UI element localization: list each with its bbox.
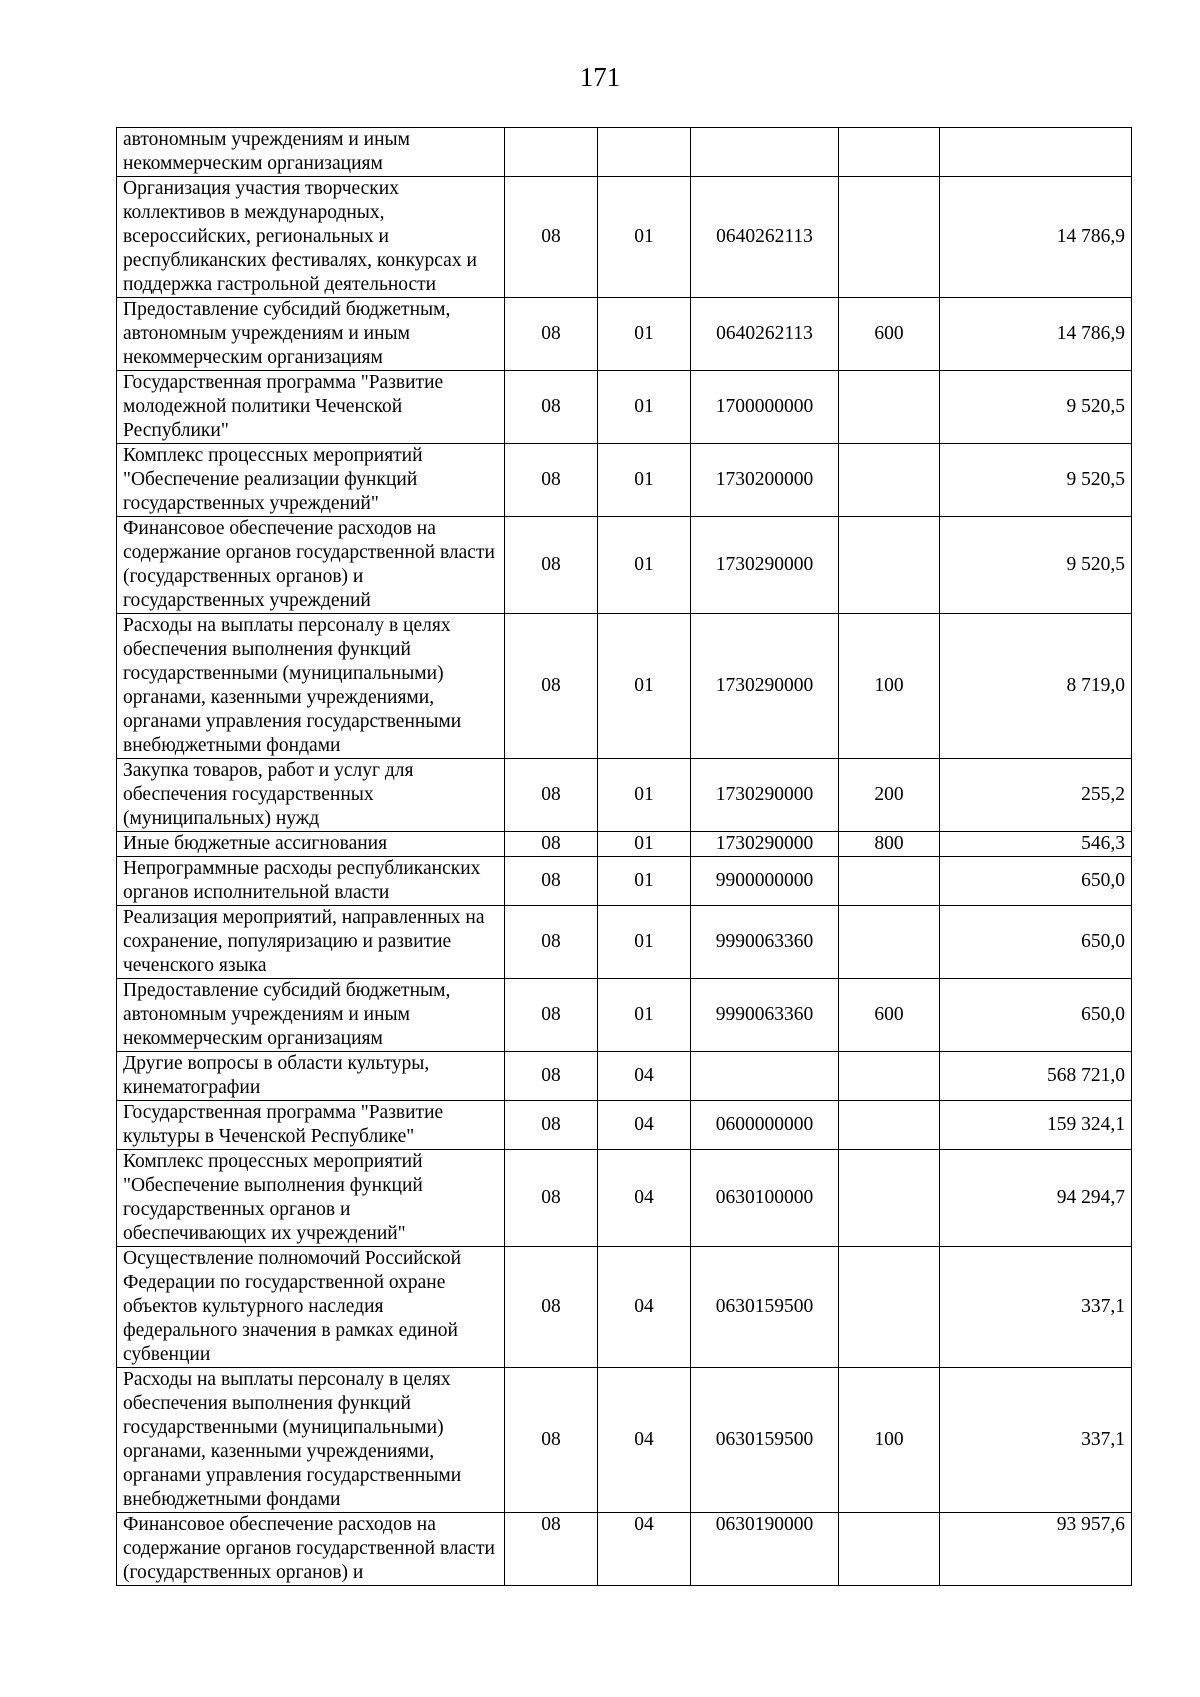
- row-name: Расходы на выплаты персоналу в целях обеспечения выполнения функций государственными (муниципальными) органами, казенными учреждениями, органами управления государственными внебюджетными фондами: [117, 1368, 505, 1513]
- row-subsection: 04: [598, 1247, 691, 1368]
- row-subsection: 04: [598, 1101, 691, 1150]
- row-subsection: 01: [598, 979, 691, 1052]
- row-name: Организация участия творческих коллективов в международных, всероссийских, региональных и республиканских фестивалях, конкурсах и поддержка гастрольной деятельности: [117, 177, 505, 298]
- row-section: 08: [505, 1101, 598, 1150]
- row-target-article: 0630190000: [691, 1513, 839, 1586]
- row-subsection: 01: [598, 759, 691, 832]
- table-row: [117, 517, 1132, 614]
- row-name: Предоставление субсидий бюджетным, автономным учреждениям и иным некоммерческим организациям: [117, 298, 505, 371]
- row-name: Другие вопросы в области культуры, кинематографии: [117, 1052, 505, 1101]
- row-amount: 9 520,5: [940, 444, 1132, 517]
- row-section: 08: [505, 979, 598, 1052]
- row-subsection: 01: [598, 832, 691, 857]
- row-target-article: 9990063360: [691, 979, 839, 1052]
- row-target-article: 1730290000: [691, 759, 839, 832]
- row-section: 08: [505, 1247, 598, 1368]
- row-expense-type: 200: [839, 759, 940, 832]
- row-subsection: 01: [598, 906, 691, 979]
- row-name: Реализация мероприятий, направленных на сохранение, популяризацию и развитие чеченского языка: [117, 906, 505, 979]
- row-amount: 14 786,9: [940, 177, 1132, 298]
- row-section: 08: [505, 832, 598, 857]
- row-amount: 650,0: [940, 857, 1132, 906]
- row-section: 08: [505, 298, 598, 371]
- row-amount: 337,1: [940, 1247, 1132, 1368]
- row-expense-type: 600: [839, 979, 940, 1052]
- row-amount: 93 957,6: [940, 1513, 1132, 1586]
- table-row: [117, 177, 1132, 298]
- row-target-article: [691, 128, 839, 177]
- table-row: [117, 444, 1132, 517]
- row-subsection: 01: [598, 857, 691, 906]
- table-row: [117, 832, 1132, 857]
- row-name: Финансовое обеспечение расходов на содержание органов государственной власти (государственных органов) и государственных учреждений: [117, 517, 505, 614]
- row-expense-type: 600: [839, 298, 940, 371]
- row-amount: 337,1: [940, 1368, 1132, 1513]
- row-name: Осуществление полномочий Российской Федерации по государственной охране объектов культурного наследия федерального значения в рамках единой субвенции: [117, 1247, 505, 1368]
- row-expense-type: [839, 371, 940, 444]
- budget-table-body: [117, 128, 1132, 1586]
- row-subsection: 01: [598, 444, 691, 517]
- row-section: 08: [505, 1150, 598, 1247]
- row-subsection: 01: [598, 614, 691, 759]
- table-row: [117, 1101, 1132, 1150]
- page-number: 171: [579, 62, 621, 92]
- row-name: Предоставление субсидий бюджетным, автономным учреждениям и иным некоммерческим организациям: [117, 979, 505, 1052]
- row-subsection: 01: [598, 177, 691, 298]
- row-section: 08: [505, 759, 598, 832]
- row-name: Государственная программа "Развитие молодежной политики Чеченской Республики": [117, 371, 505, 444]
- row-target-article: [691, 1052, 839, 1101]
- row-amount: 650,0: [940, 979, 1132, 1052]
- row-amount: 650,0: [940, 906, 1132, 979]
- row-name: Закупка товаров, работ и услуг для обеспечения государственных (муниципальных) нужд: [117, 759, 505, 832]
- row-amount: 94 294,7: [940, 1150, 1132, 1247]
- row-section: 08: [505, 371, 598, 444]
- row-amount: 14 786,9: [940, 298, 1132, 371]
- row-expense-type: [839, 177, 940, 298]
- table-row: [117, 1150, 1132, 1247]
- row-expense-type: [839, 906, 940, 979]
- row-subsection: 04: [598, 1513, 691, 1586]
- row-expense-type: [839, 128, 940, 177]
- row-target-article: 1730290000: [691, 614, 839, 759]
- row-target-article: 0640262113: [691, 298, 839, 371]
- row-target-article: 0630159500: [691, 1368, 839, 1513]
- row-name: Комплекс процессных мероприятий "Обеспечение реализации функций государственных учреждений": [117, 444, 505, 517]
- row-name: Государственная программа "Развитие культуры в Чеченской Республике": [117, 1101, 505, 1150]
- row-section: 08: [505, 857, 598, 906]
- row-subsection: 04: [598, 1150, 691, 1247]
- table-row: [117, 128, 1132, 177]
- table-row: [117, 979, 1132, 1052]
- row-amount: 8 719,0: [940, 614, 1132, 759]
- row-expense-type: 100: [839, 614, 940, 759]
- table-row: [117, 759, 1132, 832]
- row-amount: 9 520,5: [940, 517, 1132, 614]
- row-section: 08: [505, 1368, 598, 1513]
- row-name: Финансовое обеспечение расходов на содержание органов государственной власти (государственных органов) и: [117, 1513, 505, 1586]
- row-expense-type: [839, 1247, 940, 1368]
- row-target-article: 0630159500: [691, 1247, 839, 1368]
- row-subsection: 01: [598, 298, 691, 371]
- table-row: [117, 906, 1132, 979]
- row-name: Иные бюджетные ассигнования: [117, 832, 505, 857]
- row-target-article: 9990063360: [691, 906, 839, 979]
- row-amount: 255,2: [940, 759, 1132, 832]
- row-section: 08: [505, 614, 598, 759]
- row-amount: [940, 128, 1132, 177]
- row-name: Комплекс процессных мероприятий "Обеспечение выполнения функций государственных органов и обеспечивающих их учреждений": [117, 1150, 505, 1247]
- row-expense-type: [839, 444, 940, 517]
- row-section: [505, 128, 598, 177]
- row-target-article: 1730200000: [691, 444, 839, 517]
- row-expense-type: [839, 1513, 940, 1586]
- row-subsection: 01: [598, 517, 691, 614]
- table-row: [117, 371, 1132, 444]
- row-target-article: 1700000000: [691, 371, 839, 444]
- row-section: 08: [505, 444, 598, 517]
- row-amount: 546,3: [940, 832, 1132, 857]
- table-row: [117, 1052, 1132, 1101]
- budget-table: [116, 127, 1132, 1586]
- row-expense-type: [839, 1052, 940, 1101]
- row-expense-type: [839, 857, 940, 906]
- row-amount: 9 520,5: [940, 371, 1132, 444]
- row-target-article: 0600000000: [691, 1101, 839, 1150]
- table-row: [117, 298, 1132, 371]
- row-expense-type: [839, 1150, 940, 1247]
- row-subsection: 04: [598, 1052, 691, 1101]
- row-target-article: 1730290000: [691, 517, 839, 614]
- row-section: 08: [505, 1513, 598, 1586]
- row-name: Непрограммные расходы республиканских органов исполнительной власти: [117, 857, 505, 906]
- row-amount: 568 721,0: [940, 1052, 1132, 1101]
- row-section: 08: [505, 906, 598, 979]
- row-amount: 159 324,1: [940, 1101, 1132, 1150]
- row-expense-type: 100: [839, 1368, 940, 1513]
- row-expense-type: [839, 517, 940, 614]
- table-row: [117, 1513, 1132, 1586]
- row-target-article: 1730290000: [691, 832, 839, 857]
- row-name: автономным учреждениям и иным некоммерческим организациям: [117, 128, 505, 177]
- row-section: 08: [505, 177, 598, 298]
- row-section: 08: [505, 1052, 598, 1101]
- row-target-article: 9900000000: [691, 857, 839, 906]
- row-expense-type: 800: [839, 832, 940, 857]
- row-subsection: 04: [598, 1368, 691, 1513]
- row-target-article: 0640262113: [691, 177, 839, 298]
- row-name: Расходы на выплаты персоналу в целях обеспечения выполнения функций государственными (муниципальными) органами, казенными учреждениями, органами управления государственными внебюджетными фондами: [117, 614, 505, 759]
- table-row: [117, 614, 1132, 759]
- row-section: 08: [505, 517, 598, 614]
- row-target-article: 0630100000: [691, 1150, 839, 1247]
- row-expense-type: [839, 1101, 940, 1150]
- row-subsection: 01: [598, 371, 691, 444]
- table-row: [117, 1368, 1132, 1513]
- table-row: [117, 1247, 1132, 1368]
- table-row: [117, 857, 1132, 906]
- row-subsection: [598, 128, 691, 177]
